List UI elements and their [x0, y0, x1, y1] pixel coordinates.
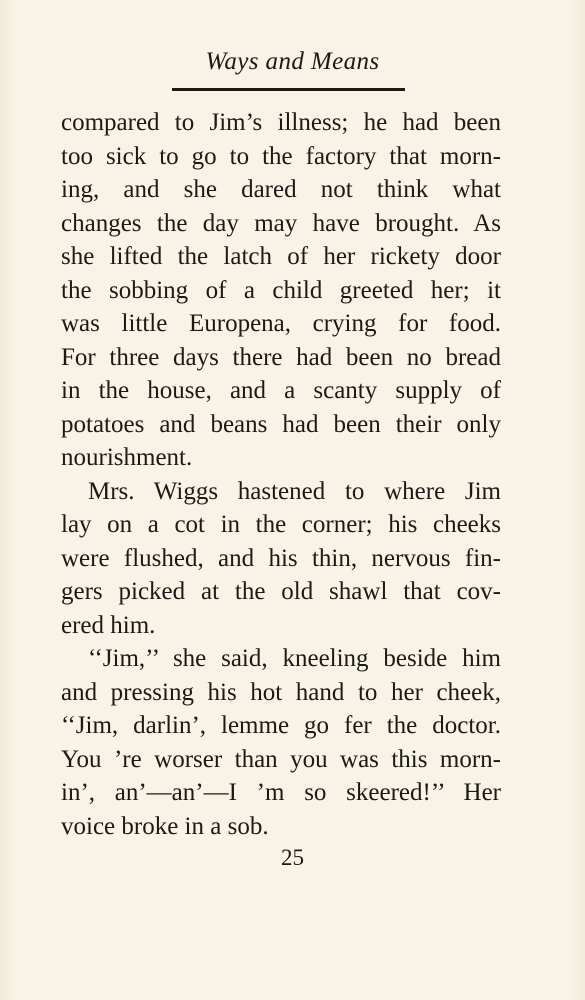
text-line: ing, and she dared not think what [61, 176, 501, 203]
text-line: and pressing his hot hand to her cheek, [61, 678, 501, 706]
text-line: ered him. [61, 611, 156, 639]
text-line: in’, an’—an’—I ’m so skeered!’’ Her [61, 779, 501, 806]
text-line: For three days there had been no bread [61, 343, 501, 371]
body-text [61, 106, 501, 843]
text-line: in the house, and a scanty supply of [61, 377, 501, 404]
text-line: You ’re worser than you was this morn- [61, 745, 501, 773]
text-line: ‘‘Jim, darlin’, lemme go fer the doctor. [61, 712, 501, 739]
text-line: lay on a cot in the corner; his cheeks [61, 511, 501, 538]
text-line: she lifted the latch of her rickety door [61, 243, 501, 270]
paragraph-start-line: Mrs. Wiggs hastened to where Jim [88, 477, 501, 505]
text-line: nourishment. [61, 444, 193, 471]
text-line: too sick to go to the factory that morn- [61, 142, 501, 170]
text-line: changes the day may have brought. As [61, 209, 501, 237]
text-line: the sobbing of a child greeted her; it [61, 276, 501, 304]
text-line: was little Europena, crying for food. [61, 310, 501, 337]
paragraph-start-line: ‘‘Jim,’’ she said, kneeling beside him [88, 645, 501, 672]
running-head: Ways and Means [205, 48, 380, 75]
text-line: gers picked at the old shawl that cov- [61, 578, 501, 605]
text-line: were flushed, and his thin, nervous fin- [61, 544, 501, 572]
text-line: voice broke in a sob. [61, 812, 269, 840]
text-line: compared to Jim’s illness; he had been [61, 109, 501, 136]
text-line: potatoes and beans had been their only [61, 410, 501, 438]
header-rule [172, 88, 405, 91]
page-number: 25 [281, 845, 304, 870]
